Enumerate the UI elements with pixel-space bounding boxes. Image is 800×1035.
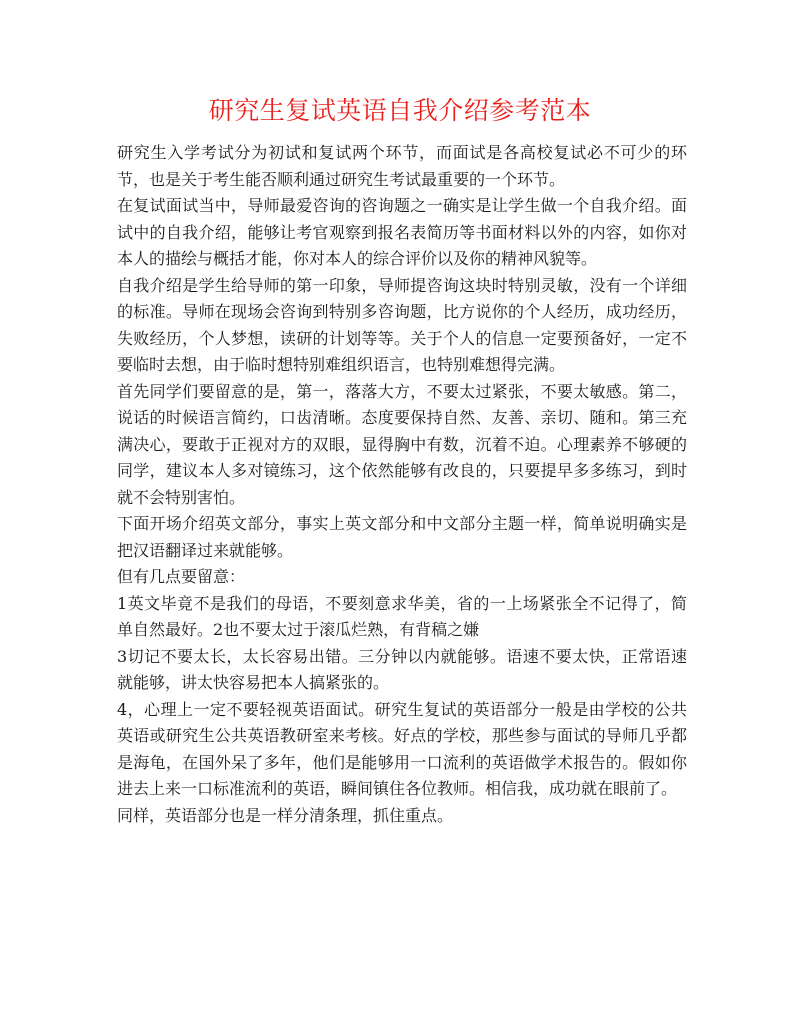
paragraph-attention-points: 首先同学们要留意的是，第一，落落大方，不要太过紧张，不要太敏感。第二，说话的时候语言简约，口齿清晰。态度要保持自然、友善、亲切、随和。第三充满决心，要敢于正视对方的双眼，显得胸中有数，沉着不迫。心理素养不够硬的同学，建议本人多对镜练习，这个依然能够有改良的，只要提早多多练习，到时就不会特别害怕。 — [117, 381, 687, 507]
document-title: 研究生复试英语自我介绍参考范本 — [208, 96, 592, 125]
paragraph-note-3: 3切记不要太长，太长容易出错。三分钟以内就能够。语速不要太快，正常语速就能够，讲太快容易把本人搞紧张的。 — [117, 646, 687, 692]
paragraph-conclusion: 同样，英语部分也是一样分清条理，抓住重点。 — [117, 805, 454, 825]
paragraph-notes-heading: 但有几点要留意： — [117, 567, 246, 586]
paragraph-self-introduction: 在复试面试当中，导师最爱咨询的咨询题之一确实是让学生做一个自我介绍。面试中的自我介绍，能够让考官观察到报名表简历等书面材料以外的内容，如你对本人的描绘与概括才能，你对本人的综合评价以及你的精神风貌等。 — [117, 196, 687, 268]
paragraph-note-1-2: 1英文毕竟不是我们的母语，不要刻意求华美，省的一上场紧张全不记得了，简单自然最好。2也不要太过于滚瓜烂熟，有背稿之嫌 — [117, 593, 687, 639]
paragraph-intro: 研究生入学考试分为初试和复试两个环节，而面试是各高校复试必不可少的环节，也是关于考生能否顺利通过研究生考试最重要的一个环节。 — [117, 143, 687, 189]
paragraph-first-impression: 自我介绍是学生给导师的第一印象，导师提咨询这块时特别灵敏，没有一个详细的标准。导师在现场会咨询到特别多咨询题，比方说你的个人经历，成功经历，失败经历，个人梦想，读研的计划等等。关于个人的信息一定要预备好，一定不要临时去想，由于临时想特别难组织语言，也特别难想得完满。 — [117, 275, 687, 374]
paragraph-note-4: 4，心理上一定不要轻视英语面试。研究生复试的英语部分一般是由学校的公共英语或研究生公共英语教研室来考核。好点的学校，那些参与面试的导师几乎都是海龟，在国外呆了多年，他们是能够用一口流利的英语做学术报告的。假如你进去上来一口标准流利的英语，瞬间镇住各位教师。相信我，成功就在眼前了。 — [117, 699, 687, 798]
document-body — [117, 140, 687, 829]
paragraph-english-part: 下面开场介绍英文部分，事实上英文部分和中文部分主题一样，简单说明确实是把汉语翻译过来就能够。 — [117, 514, 687, 560]
